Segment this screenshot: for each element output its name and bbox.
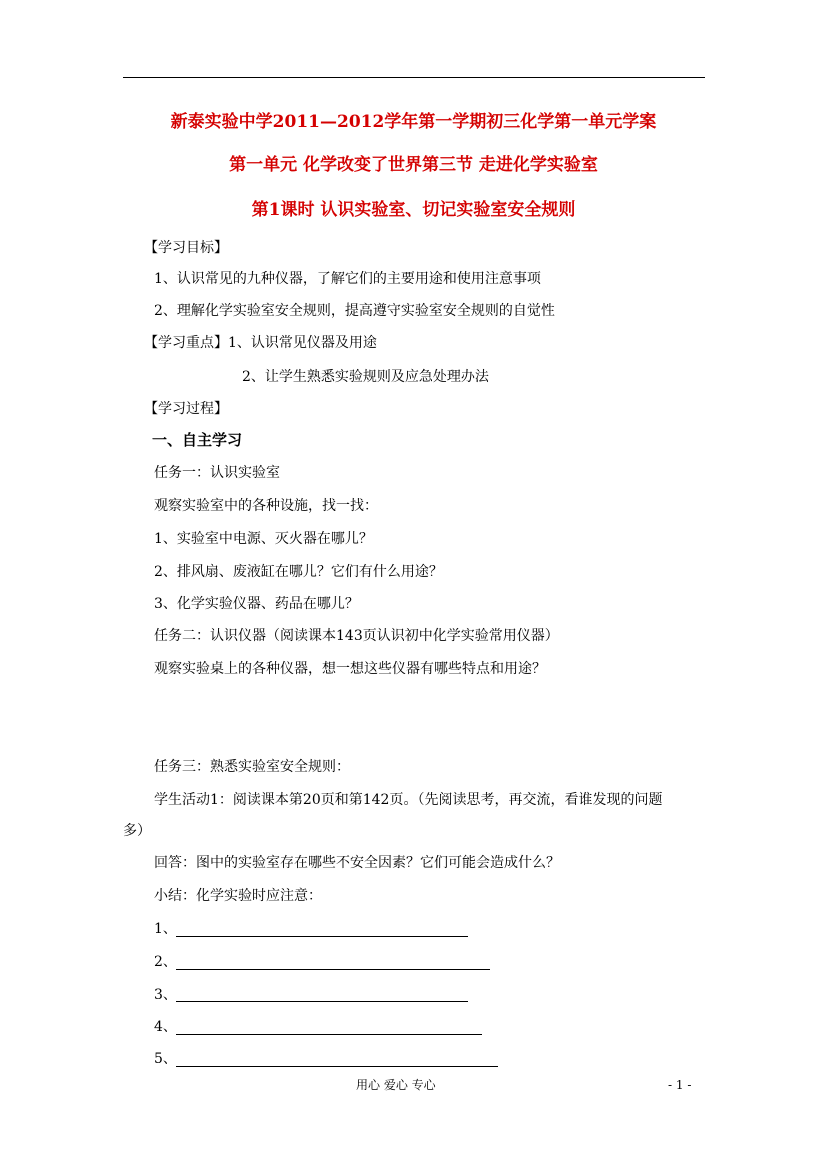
unit-title: 第一单元 化学改变了世界第三节 走进化学实验室 — [229, 155, 598, 175]
page-number: - 1 - — [668, 1078, 692, 1092]
task1-title: 任务一：认识实验室 — [154, 465, 280, 481]
task1-question-2: 2、排风扇、废液缸在哪儿？它们有什么用途？ — [154, 564, 443, 580]
task3-title: 任务三：熟悉实验室安全规则： — [154, 759, 350, 775]
blank-line-5 — [176, 1066, 498, 1067]
task3-summary: 小结：化学实验时应注意： — [154, 888, 322, 904]
blank-line-2 — [176, 969, 490, 970]
key-points-label: 【学习重点】 — [144, 335, 228, 351]
blank-line-3 — [176, 1001, 468, 1002]
task2-intro: 观察实验桌上的各种仪器，想一想这些仪器有哪些特点和用途？ — [154, 661, 546, 677]
task1-intro: 观察实验室中的各种设施，找一找： — [154, 498, 378, 514]
key-points-heading — [144, 333, 377, 353]
task1-question-3: 3、化学实验仪器、药品在哪儿？ — [154, 596, 359, 612]
section-self-study: 一、自主学习 — [152, 431, 243, 449]
task3-activity-line-2: 多） — [123, 823, 151, 839]
task3-answer: 回答：图中的实验室存在哪些不安全因素？它们可能会造成什么？ — [154, 855, 560, 871]
key-point-2: 2、让学生熟悉实验规则及应急处理办法 — [242, 369, 489, 385]
blank-label-2: 2、 — [154, 954, 177, 970]
objective-item-2: 2、理解化学实验室安全规则，提高遵守实验室安全规则的自觉性 — [154, 303, 555, 319]
blank-line-4 — [176, 1034, 482, 1035]
document-title: 新泰实验中学2011—2012学年第一学期初三化学第一单元学案 — [170, 112, 657, 132]
task2-title: 任务二：认识仪器（阅读课本143页认识初中化学实验常用仪器） — [154, 628, 559, 644]
task3-activity-line-1: 学生活动1：阅读课本第20页和第142页。（先阅读思考，再交流，看谁发现的问题 — [154, 792, 663, 808]
blank-line-1 — [176, 936, 468, 937]
process-heading: 【学习过程】 — [144, 401, 228, 417]
blank-label-1: 1、 — [154, 921, 177, 937]
objectives-heading: 【学习目标】 — [144, 240, 228, 256]
blank-label-4: 4、 — [154, 1019, 177, 1035]
objective-item-1: 1、认识常见的九种仪器，了解它们的主要用途和使用注意事项 — [154, 271, 541, 287]
lesson-title: 第1课时 认识实验室、切记实验室安全规则 — [251, 200, 576, 220]
blank-label-5: 5、 — [154, 1051, 177, 1067]
footer-motto: 用心 爱心 专心 — [356, 1078, 436, 1092]
blank-label-3: 3、 — [154, 987, 177, 1003]
task1-question-1: 1、实验室中电源、灭火器在哪儿？ — [154, 531, 373, 547]
header-rule — [123, 77, 705, 78]
key-point-1: 1、认识常见仪器及用途 — [228, 335, 377, 351]
